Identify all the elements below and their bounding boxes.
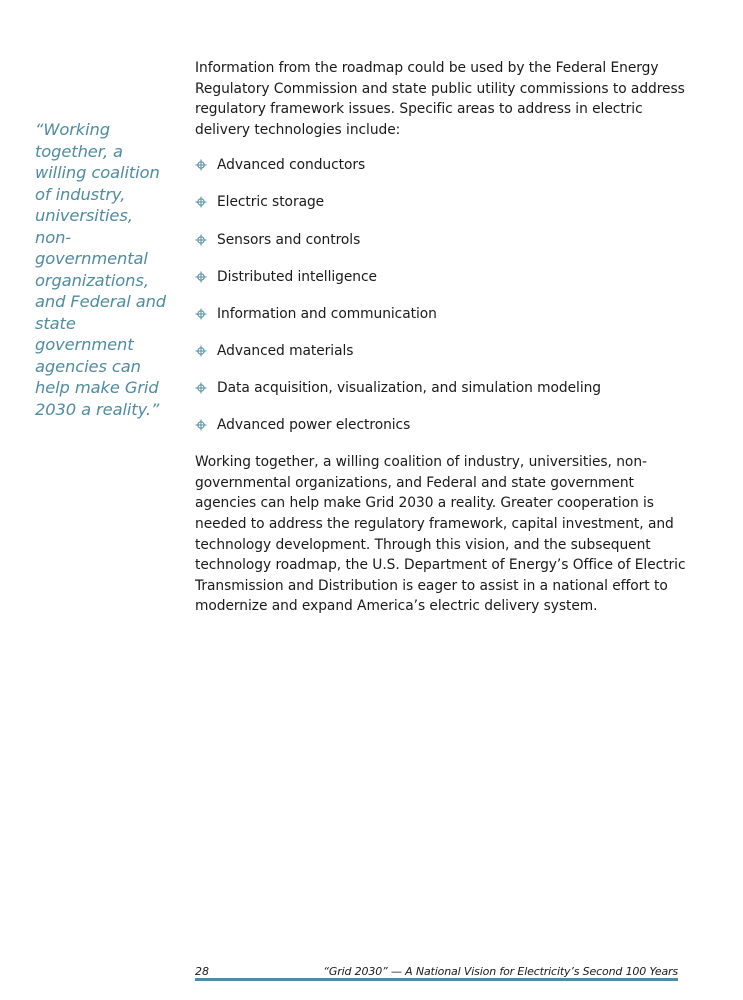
list-item <box>195 230 695 267</box>
list-item-label: Sensors and controls <box>217 231 361 248</box>
pull-quote: “Working together, a willing coalition of industry, universities, non-governmental organizations, and Federal and state government agencies can help make Grid 2030 a reality.” <box>35 120 167 419</box>
intro-paragraph: Information from the roadmap could be used by the Federal Energy Regulatory Commission and state public utility commissions to address regulatory framework issues. Specific areas to address in electric delivery technologies include: <box>195 60 685 138</box>
running-title: “Grid 2030” — A National Vision for Electricity’s Second 100 Years <box>323 965 678 978</box>
list-item-label: Distributed intelligence <box>217 268 377 285</box>
list-item <box>195 378 695 415</box>
crosshair-bullet-icon <box>195 419 207 431</box>
crosshair-bullet-icon <box>195 196 207 208</box>
crosshair-bullet-icon <box>195 382 207 394</box>
list-item-label: Advanced conductors <box>217 157 366 174</box>
list-item-label: Advanced power electronics <box>217 417 411 434</box>
crosshair-bullet-icon <box>195 159 207 171</box>
footer-rule <box>195 978 678 981</box>
crosshair-bullet-icon <box>195 345 207 357</box>
list-item <box>195 267 695 304</box>
list-item <box>195 341 695 378</box>
list-item-label: Data acquisition, visualization, and simulation modeling <box>217 379 602 396</box>
page-number: 28 <box>195 965 209 978</box>
list-item <box>195 192 695 229</box>
list-item-label: Electric storage <box>217 194 325 211</box>
main-content <box>195 58 695 617</box>
technology-list <box>195 155 695 452</box>
list-item <box>195 304 695 341</box>
crosshair-bullet-icon <box>195 234 207 246</box>
crosshair-bullet-icon <box>195 308 207 320</box>
list-item-label: Information and communication <box>217 305 437 322</box>
list-item <box>195 155 695 192</box>
list-item-label: Advanced materials <box>217 342 354 359</box>
list-item <box>195 415 695 452</box>
crosshair-bullet-icon <box>195 271 207 283</box>
closing-paragraph: Working together, a willing coalition of industry, universities, non-governmental organizations, and Federal and state government agencies can help make Grid 2030 a reality. Greater cooperation is needed to address the regulatory framework, capital investment, and technology development. Through this vision, and the subsequent technology roadmap, the U.S. Department of Energy’s Office of Electric Transmission and Distribution is eager to assist in a national effort to modernize and expand America’s electric delivery system. <box>195 454 686 615</box>
